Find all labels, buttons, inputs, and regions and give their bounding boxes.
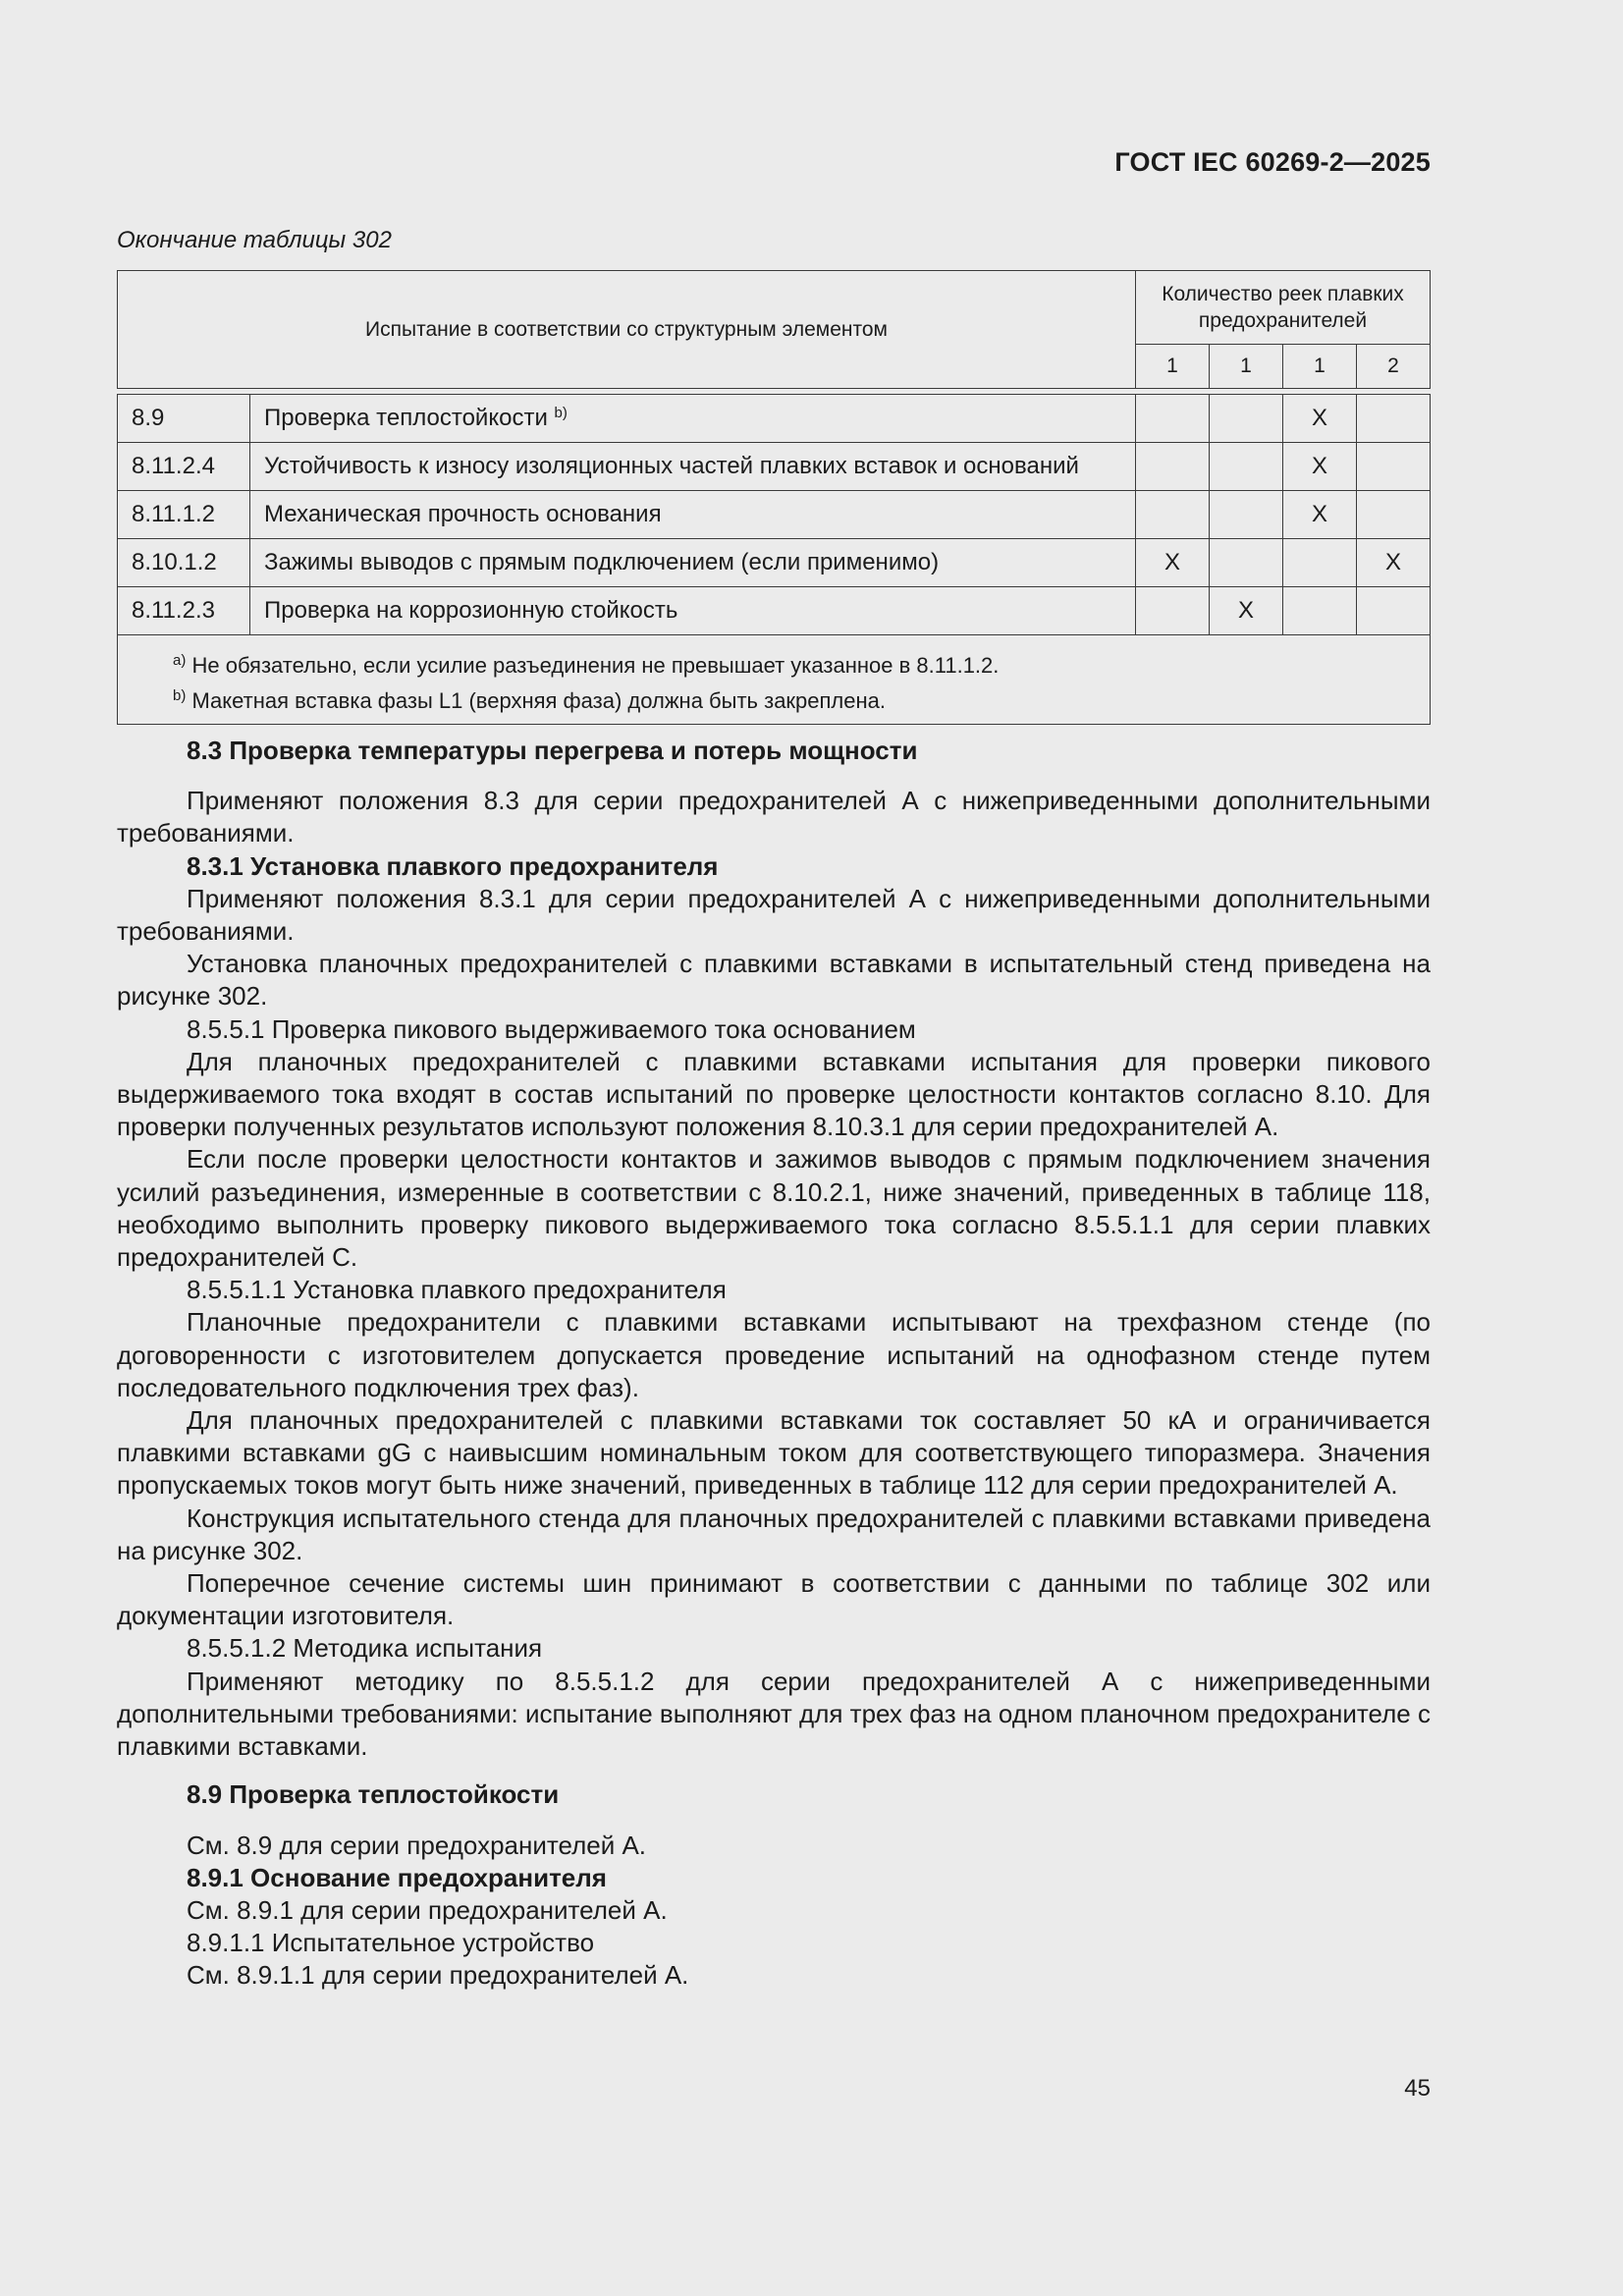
mark-cell: [1136, 587, 1210, 635]
footnote-ref: b): [554, 405, 568, 421]
mark-cell: [1357, 587, 1431, 635]
table-caption: Окончание таблицы 302: [117, 227, 392, 253]
paragraph: Конструкция испытательного стенда для планочных предохранителей с плавкими вставками приведена на рисунке 302.: [117, 1503, 1431, 1565]
test-name-cell: Проверка на коррозионную стойкость: [250, 587, 1136, 635]
page-number: 45: [1404, 2075, 1431, 2102]
mark-cell: [1357, 395, 1431, 443]
table-footnotes: [118, 635, 1431, 725]
clause-cell: 8.11.2.3: [118, 587, 250, 635]
mark-cell: X: [1283, 491, 1357, 539]
mark-cell: [1357, 491, 1431, 539]
section-heading: 8.9.1 Основание предохранителя: [187, 1862, 607, 1892]
footnote: $^{b)}$ Макетная вставка фазы L1 (верхняя фаза) должна быть закреплена.: [173, 687, 887, 713]
clause-cell: 8.9: [118, 395, 250, 443]
paragraph: См. 8.9.1 для серии предохранителей А.: [187, 1894, 668, 1925]
paragraph: Применяют методику по 8.5.5.1.2 для серии предохранителей А с нижеприведенными дополнительными требованиями: испытание выполняют для трех фаз на одном планочном предохранителе с плавкими вставками.: [117, 1666, 1431, 1762]
section-heading: 8.9 Проверка теплостойкости: [187, 1779, 560, 1810]
body-text: [117, 735, 1431, 1993]
standard-designation: ГОСТ IEC 60269-2—2025: [1114, 147, 1431, 177]
mark-cell: X: [1136, 539, 1210, 587]
mark-cell: [1136, 395, 1210, 443]
mark-cell: [1210, 395, 1283, 443]
subsection-title: 8.9.1.1 Испытательное устройство: [187, 1928, 595, 1958]
table-row: [118, 395, 1431, 443]
section-heading: 8.3 Проверка температуры перегрева и потерь мощности: [187, 736, 918, 765]
table-row: [118, 491, 1431, 539]
clause-cell: 8.11.2.4: [118, 443, 250, 491]
mark-cell: [1210, 539, 1283, 587]
mark-cell: [1136, 443, 1210, 491]
test-name-cell: Механическая прочность основания: [250, 491, 1136, 539]
table-row: [118, 443, 1431, 491]
paragraph: Если после проверки целостности контактов и зажимов выводов с прямым подключением значения усилий разъединения, измеренные в соответствии с 8.10.2.1, ниже значений, приведенных в таблице 118, необходимо выполнить проверку пикового выдерживаемого тока согласно 8.5.5.1.1 для серии плавких предохранителей С.: [117, 1144, 1431, 1273]
table-head-col: 2: [1357, 345, 1431, 389]
paragraph: Для планочных предохранителей с плавкими вставками испытания для проверки пикового выдерживаемого тока входят в состав испытаний по проверке целостности контактов согласно 8.10. Для проверки полученных результатов используют положения 8.10.3.1 для серии предохранителей А.: [117, 1046, 1431, 1142]
mark-cell: X: [1283, 443, 1357, 491]
test-name-cell: Устойчивость к износу изоляционных частей плавких вставок и оснований: [250, 443, 1136, 491]
mark-cell: [1136, 491, 1210, 539]
paragraph: Установка планочных предохранителей с плавкими вставками в испытательный стенд приведена на рисунке 302.: [117, 949, 1431, 1011]
table-row: [118, 539, 1431, 587]
footnote: $^{a)}$ Не обязательно, если усилие разъединения не превышает указанное в 8.11.1.2.: [173, 652, 1000, 678]
mark-cell: X: [1210, 587, 1283, 635]
test-name-cell: Зажимы выводов с прямым подключением (если применимо): [250, 539, 1136, 587]
mark-cell: [1210, 491, 1283, 539]
paragraph: См. 8.9.1.1 для серии предохранителей А.: [187, 1960, 689, 1991]
table-head-col: 1: [1283, 345, 1357, 389]
table-head-col: 1: [1210, 345, 1283, 389]
table-head-count: Количество реек плавких предохранителей: [1136, 271, 1431, 345]
test-name-cell: Проверка теплостойкости $^{b)}$: [250, 395, 1136, 443]
paragraph: Поперечное сечение системы шин принимают в соответствии с данными по таблице 302 или документации изготовителя.: [117, 1568, 1431, 1631]
subsection-title: 8.5.5.1 Проверка пикового выдерживаемого тока основанием: [187, 1013, 916, 1044]
paragraph: Применяют положения 8.3.1 для серии предохранителей А с нижеприведенными дополнительными требованиями.: [117, 883, 1431, 947]
paragraph: Применяют положения 8.3 для серии предохранителей А с нижеприведенными дополнительными требованиями.: [117, 786, 1431, 848]
subsection-title: 8.5.5.1.2 Методика испытания: [187, 1633, 543, 1664]
subsection-title: 8.5.5.1.1 Установка плавкого предохранителя: [187, 1275, 727, 1305]
mark-cell: X: [1283, 395, 1357, 443]
mark-cell: [1357, 443, 1431, 491]
mark-cell: [1210, 443, 1283, 491]
mark-cell: [1283, 539, 1357, 587]
paragraph: См. 8.9 для серии предохранителей А.: [187, 1830, 647, 1860]
table-head-main: Испытание в соответствии со структурным элементом: [118, 271, 1136, 389]
paragraph: Планочные предохранители с плавкими вставками испытывают на трехфазном стенде (по договоренности с изготовителем допускается проведение испытаний на однофазном стенде путем последовательного подключения трех фаз).: [117, 1307, 1431, 1402]
table-row: [118, 587, 1431, 635]
clause-cell: 8.11.1.2: [118, 491, 250, 539]
table-head-col: 1: [1136, 345, 1210, 389]
mark-cell: X: [1357, 539, 1431, 587]
clause-cell: 8.10.1.2: [118, 539, 250, 587]
mark-cell: [1283, 587, 1357, 635]
section-heading: 8.3.1 Установка плавкого предохранителя: [187, 850, 719, 881]
tests-table: [117, 270, 1431, 725]
paragraph: Для планочных предохранителей с плавкими вставками ток составляет 50 кА и ограничивается плавкими вставками gG с наивысшим номинальным током для соответствующего типоразмера. Значения пропускаемых токов могут быть ниже значений, приведенных в таблице 112 для серии предохранителей А.: [117, 1405, 1431, 1501]
